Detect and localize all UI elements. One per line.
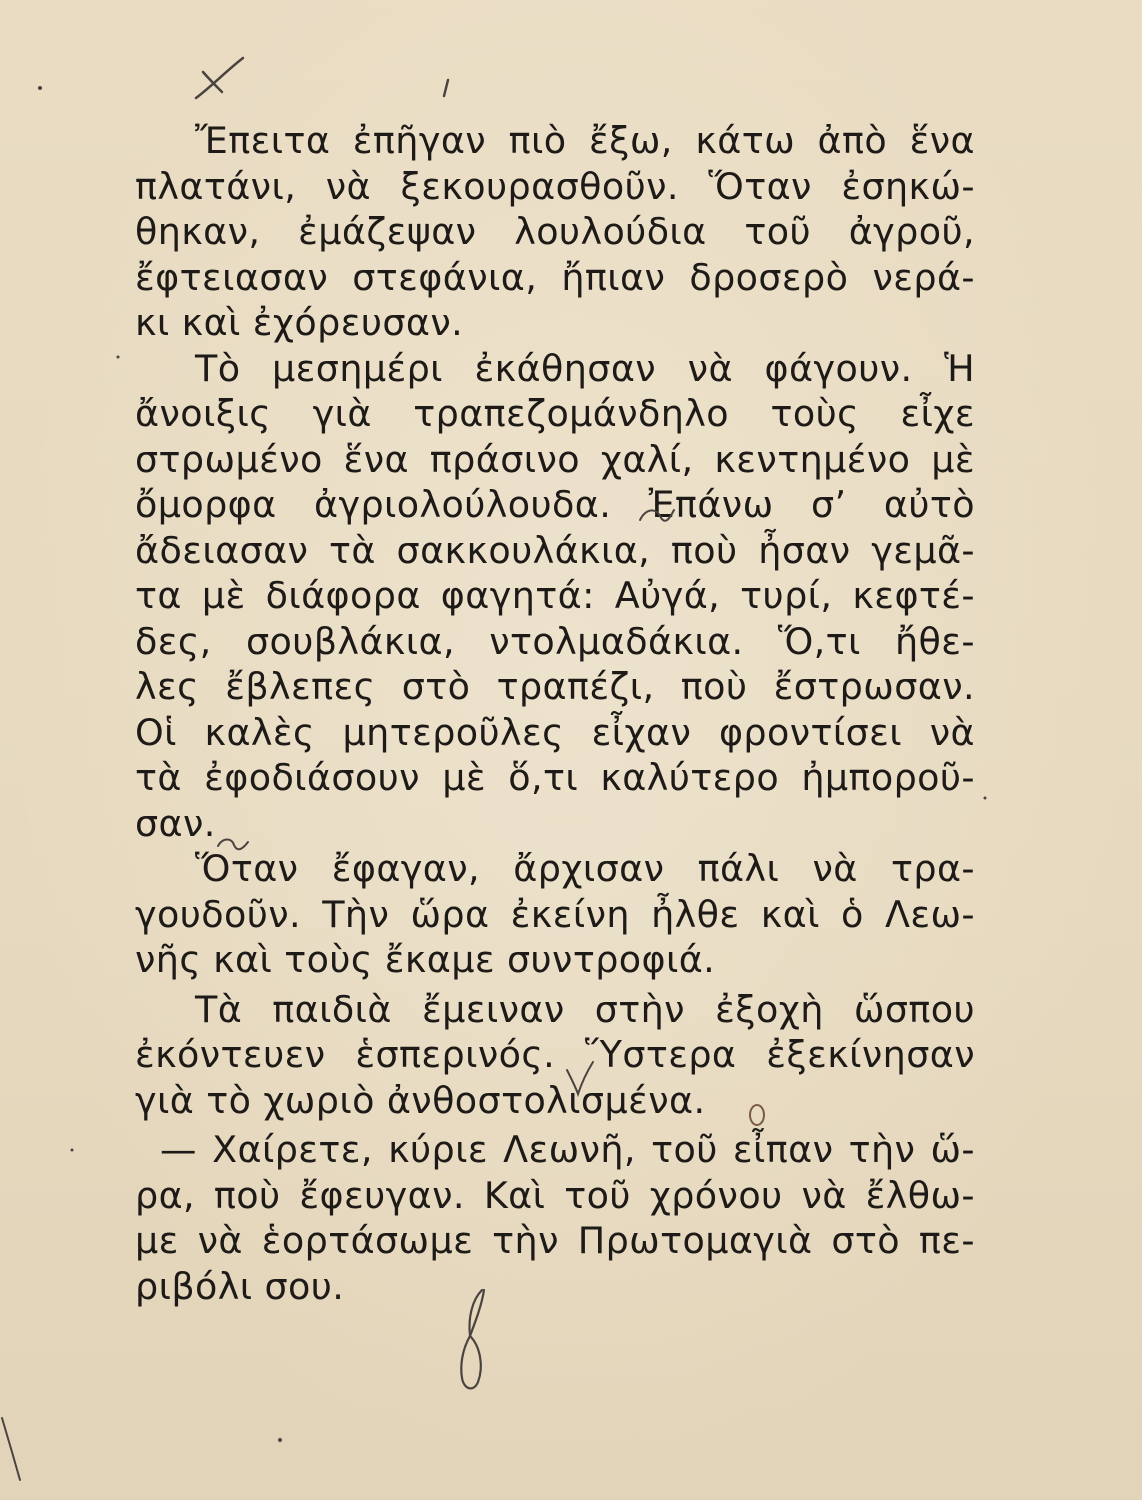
text-line: θηκαν, ἐμάζεψαν λουλούδια τοῦ ἀγροῦ, bbox=[135, 210, 975, 253]
speck-dot bbox=[117, 356, 120, 359]
text-line: δες, σουβλάκια, ντολμαδάκια. Ὅ,τι ἤθε- bbox=[135, 619, 975, 663]
text-line: λες ἔβλεπες στὸ τραπέζι, ποὺ ἔστρωσαν. bbox=[135, 665, 975, 708]
speck-dot bbox=[71, 1149, 74, 1152]
text-line: ρα, ποὺ ἔφευγαν. Καὶ τοῦ χρόνου νὰ ἔλθω- bbox=[135, 1173, 975, 1217]
text-line: κι καὶ ἐχόρευσαν. bbox=[135, 301, 464, 344]
text-line: στρωμένο ἕνα πράσινο χαλί, κεντημένο μὲ bbox=[135, 437, 975, 481]
paragraph-2 bbox=[135, 346, 975, 847]
text-line: τὰ ἐφοδιάσουν μὲ ὅ,τι καλύτερο ἠμποροῦ- bbox=[135, 756, 975, 799]
text-line: Τὸ μεσημέρι ἐκάθησαν νὰ φάγουν. Ἡ bbox=[195, 346, 975, 390]
text-line: τα μὲ διάφορα φαγητά: Αὐγά, τυρί, κεφτέ- bbox=[135, 574, 975, 617]
text-line: Ὅταν ἔφαγαν, ἄρχισαν πάλι νὰ τρα- bbox=[195, 847, 975, 890]
paragraph-1 bbox=[135, 118, 975, 346]
speck-dot bbox=[984, 797, 987, 800]
text-line: ριβόλι σου. bbox=[135, 1264, 345, 1308]
text-line: με νὰ ἑορτάσωμε τὴν Πρωτομαγιὰ στὸ πε- bbox=[135, 1219, 975, 1262]
text-line: ἔφτειασαν στεφάνια, ἤπιαν δροσερὸ νερά- bbox=[135, 255, 975, 299]
speck-dot bbox=[38, 86, 42, 90]
paragraph-5-dialogue bbox=[135, 1127, 975, 1309]
text-line: ἄδειασαν τὰ σακκουλάκια, ποὺ ἦσαν γεμᾶ- bbox=[135, 528, 975, 572]
speck-dot bbox=[278, 1438, 282, 1442]
text-line: γουδοῦν. Τὴν ὥρα ἐκείνη ἦλθε καὶ ὁ Λεω- bbox=[135, 892, 975, 936]
body-text bbox=[135, 118, 975, 1309]
text-line: νῆς καὶ τοὺς ἔκαμε συντροφιά. bbox=[135, 938, 716, 981]
text-line: Οἱ καλὲς μητεροῦλες εἶχαν φροντίσει νὰ bbox=[135, 710, 975, 754]
text-line: ἄνοιξις γιὰ τραπεζομάνδηλο τοὺς εἶχε bbox=[135, 392, 975, 435]
text-line: Ἔπειτα ἐπῆγαν πιὸ ἔξω, κάτω ἀπὸ ἕνα bbox=[195, 119, 975, 162]
text-line: πλατάνι, νὰ ξεκουρασθοῦν. Ὅταν ἐσηκώ- bbox=[135, 164, 975, 208]
paragraph-3 bbox=[135, 846, 975, 983]
text-line: ἐκόντευεν ἑσπερινός. Ὕστερα ἐξεκίνησαν bbox=[135, 1033, 975, 1076]
text-line: — Χαίρετε, κύριε Λεωνῆ, τοῦ εἶπαν τὴν ὥ- bbox=[160, 1128, 975, 1171]
text-line: Τὰ παιδιὰ ἔμειναν στὴν ἐξοχὴ ὥσπου bbox=[195, 987, 975, 1031]
text-line: σαν. bbox=[135, 801, 216, 845]
handwritten-x-mark bbox=[196, 58, 448, 98]
edge-scratch-mark bbox=[2, 1418, 20, 1480]
paragraph-4 bbox=[135, 987, 975, 1124]
text-line: ὄμορφα ἀγριολούλουδα. Ἐπάνω σ’ αὐτὸ bbox=[135, 483, 975, 526]
text-line: γιὰ τὸ χωριὸ ἀνθοστολισμένα. bbox=[135, 1078, 706, 1122]
